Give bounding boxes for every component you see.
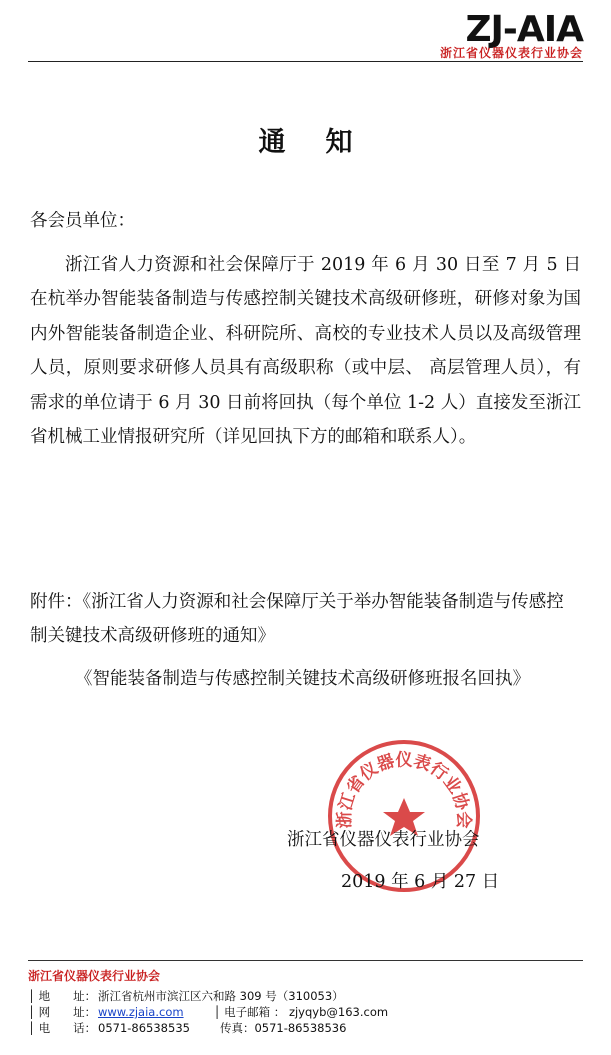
- header-divider: [28, 61, 583, 62]
- footer-phone-row: [28, 1020, 346, 1036]
- footer-web-row: [28, 1004, 388, 1020]
- website-label: │ 网 址：: [28, 1005, 97, 1019]
- fax-value: 0571-86538536: [254, 1021, 347, 1035]
- fax-label: 传真：: [219, 1021, 255, 1035]
- address-label: │ 地 址：: [28, 989, 97, 1003]
- website-link[interactable]: www.zjaia.com: [98, 1005, 184, 1019]
- logo-org-name: 浙江省仪器仪表行业协会: [439, 46, 583, 60]
- salutation: 各会员单位：: [30, 211, 135, 231]
- signature-date: 2019 年 6 月 27 日: [341, 872, 500, 892]
- attachment-line-1: 附件：《浙江省人力资源和社会保障厅关于举办智能装备制造与传感控制关键技术高级研修班的通知》: [30, 592, 564, 647]
- phone-label: │ 电 话：: [28, 1021, 97, 1035]
- document-title: 通知: [258, 127, 393, 158]
- attachment-line-2: 《智能装备制造与传感控制关键技术高级研修班报名回执》: [75, 669, 530, 689]
- signature-org: 浙江省仪器仪表行业协会: [287, 830, 480, 850]
- address-value: 浙江省杭州市滨江区六和路 309 号（310053）: [98, 989, 344, 1003]
- footer-org: 浙江省仪器仪表行业协会: [28, 969, 161, 983]
- email-label: │ 电子邮箱 ：: [213, 1005, 286, 1019]
- body-paragraph: 浙江省人力资源和社会保障厅于 2019 年 6 月 30 日至 7 月 5 日在杭举办智能装备制造与传感控制关键技术高级研修班，研修对象为国内外智能装备制造企业、科研院所、高校的专业技术人员以及高级管理人员，原则要求研修人员具有高级职称（或中层、 高层管理人员），有需求的单位请于 6 月 30 日前将回执（每个单位 1-2 人）直接发至浙江省机械工业情报研究所（详见回执下方的邮箱和联系人）。: [30, 255, 581, 448]
- footer-divider: [28, 960, 583, 961]
- seal-text: 浙江省仪器仪表行业协会: [334, 750, 474, 829]
- header-logo: [433, 9, 583, 60]
- footer-address-row: [28, 988, 344, 1004]
- logo-mark: ZJ-AIA: [465, 9, 583, 50]
- email-value: zjyqyb@163.com: [288, 1005, 389, 1019]
- phone-value: 0571-86538535: [98, 1021, 190, 1035]
